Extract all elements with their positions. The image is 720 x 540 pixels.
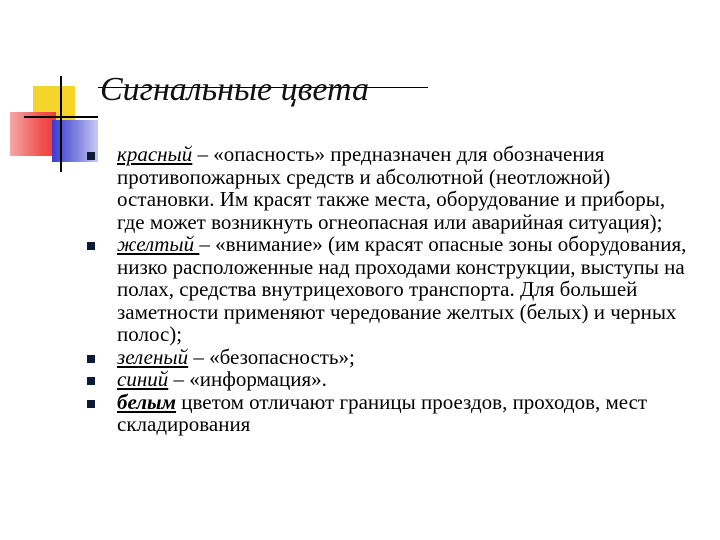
decor-horizontal-line <box>24 116 98 118</box>
color-keyword: желтый <box>117 232 200 256</box>
list-item-text <box>117 346 694 369</box>
bullet-list <box>84 143 694 436</box>
list-item <box>84 391 694 436</box>
list-item-text <box>117 233 694 346</box>
color-keyword: зеленый <box>117 344 189 369</box>
color-keyword: красный <box>117 142 193 166</box>
square-bullet-icon <box>87 377 95 385</box>
color-keyword: белым <box>117 389 177 414</box>
list-item-text <box>117 368 694 391</box>
item-description: – «информация». <box>168 367 327 391</box>
list-item-text <box>117 391 694 436</box>
list-item <box>84 143 694 233</box>
item-description: цветом отличают границы проездов, проходов, мест складирования <box>117 389 648 436</box>
page-title: Сигнальные цвета <box>100 70 369 108</box>
square-bullet-icon <box>87 242 95 250</box>
list-item <box>84 346 694 369</box>
square-bullet-icon <box>87 152 95 160</box>
decor-vertical-line <box>60 76 62 172</box>
list-item <box>84 368 694 391</box>
color-keyword: синий <box>117 367 169 391</box>
square-bullet-icon <box>87 400 95 408</box>
square-bullet-icon <box>87 355 95 363</box>
item-description: – «опасность» предназначен для обозначения противопожарных средств и абсолютной (неотложной) остановки. Им красят также места, оборудование и приборы, где может возникнуть огнеопасная или аварийная ситуация); <box>117 142 666 234</box>
list-item-text <box>117 143 694 233</box>
list-item <box>84 233 694 346</box>
item-description: – «безопасность»; <box>188 344 355 369</box>
decor-red-square <box>10 112 56 156</box>
item-description: – «внимание» (им красят опасные зоны оборудования, низко расположенные над проходами конструкции, выступы на полах, средства внутрицехового транспорта. Для большей заметности применяют чередование желтых (белых) и черных полос); <box>117 232 687 346</box>
